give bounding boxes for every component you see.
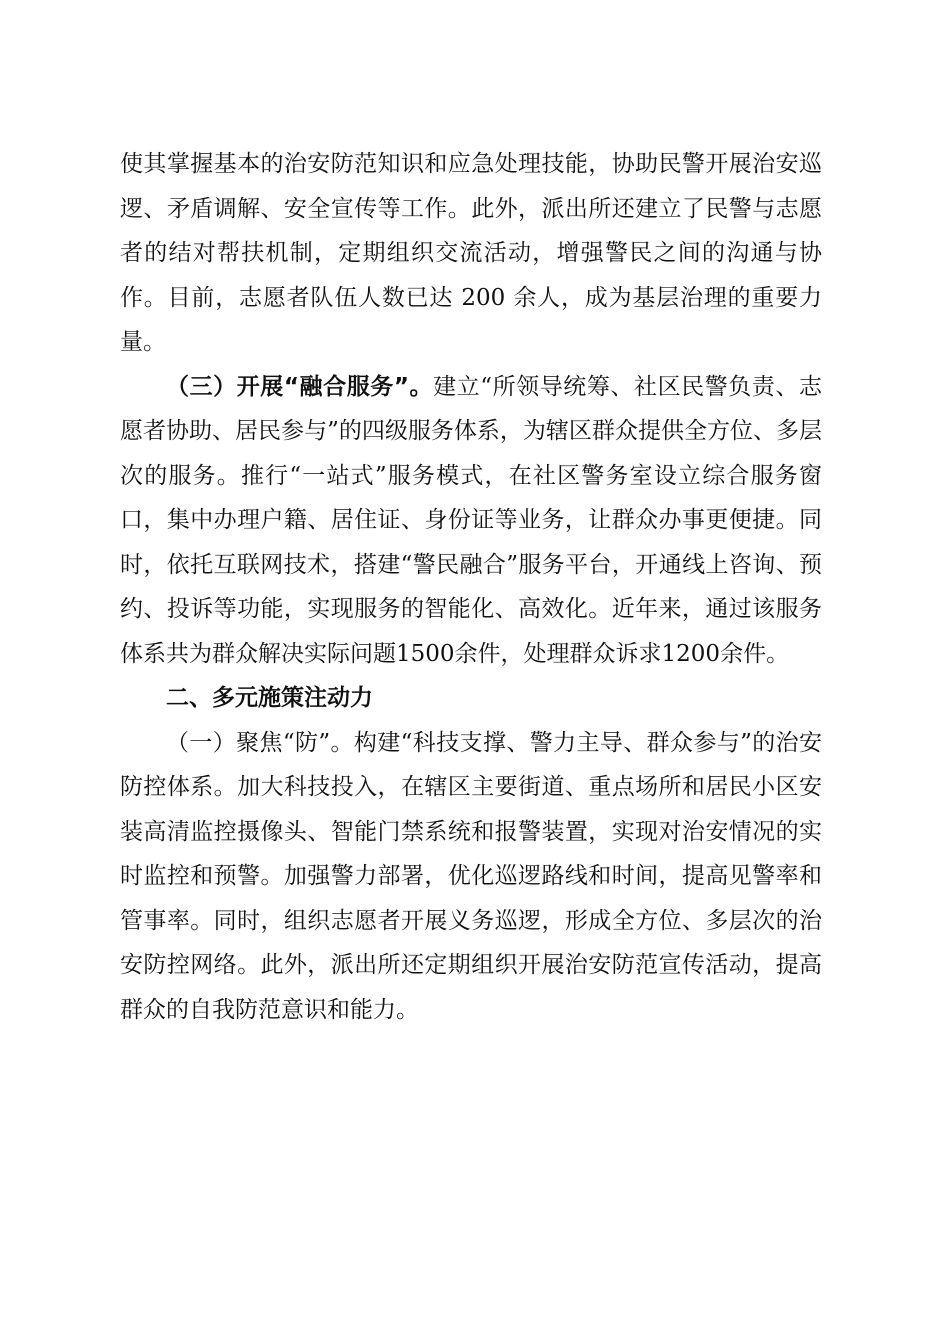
paragraph-prevention: [120, 721, 822, 1033]
paragraph-integrated-service: [120, 365, 822, 677]
paragraph-lead-heading: （一）聚焦“防”。: [166, 729, 354, 756]
section-heading-2: 二、多元施策注动力: [166, 685, 373, 711]
paragraph-text: 使其掌握基本的治安防范知识和应急处理技能，协助民警开展治安巡逻、矛盾调解、安全宣传等工作。此外，派出所还建立了民警与志愿者的结对帮扶机制，定期组织交流活动，增强警民之间的沟通与协作。目前，志愿者队伍人数已达 200 余人，成为基层治理的重要力量。: [120, 151, 822, 355]
document-body: [120, 142, 822, 1032]
paragraph-text: 建立“所领导统筹、社区民警负责、志愿者协助、居民参与”的四级服务体系，为辖区群众提供全方位、多层次的服务。推行“一站式”服务模式，在社区警务室设立综合服务窗口，集中办理户籍、居住证、身份证等业务，让群众办事更便捷。同时，依托互联网技术，搭建“警民融合”服务平台，开通线上咨询、预约、投诉等功能，实现服务的智能化、高效化。近年来，通过该服务体系共为群众解决实际问题1500余件，处理群众诉求1200余件。: [120, 373, 822, 667]
paragraph-volunteers-continued: [120, 142, 822, 365]
paragraph-lead-heading: （三）开展“融合服务”。: [166, 373, 434, 400]
paragraph-text: 构建“科技支撑、警力主导、群众参与”的治安防控体系。加大科技投入，在辖区主要街道、重点场所和居民小区安装高清监控摄像头、智能门禁系统和报警装置，实现对治安情况的实时监控和预警。加强警力部署，优化巡逻路线和时间，提高见警率和管事率。同时，组织志愿者开展义务巡逻，形成全方位、多层次的治安防控网络。此外，派出所还定期组织开展治安防范宣传活动，提高群众的自我防范意识和能力。: [120, 729, 822, 1023]
